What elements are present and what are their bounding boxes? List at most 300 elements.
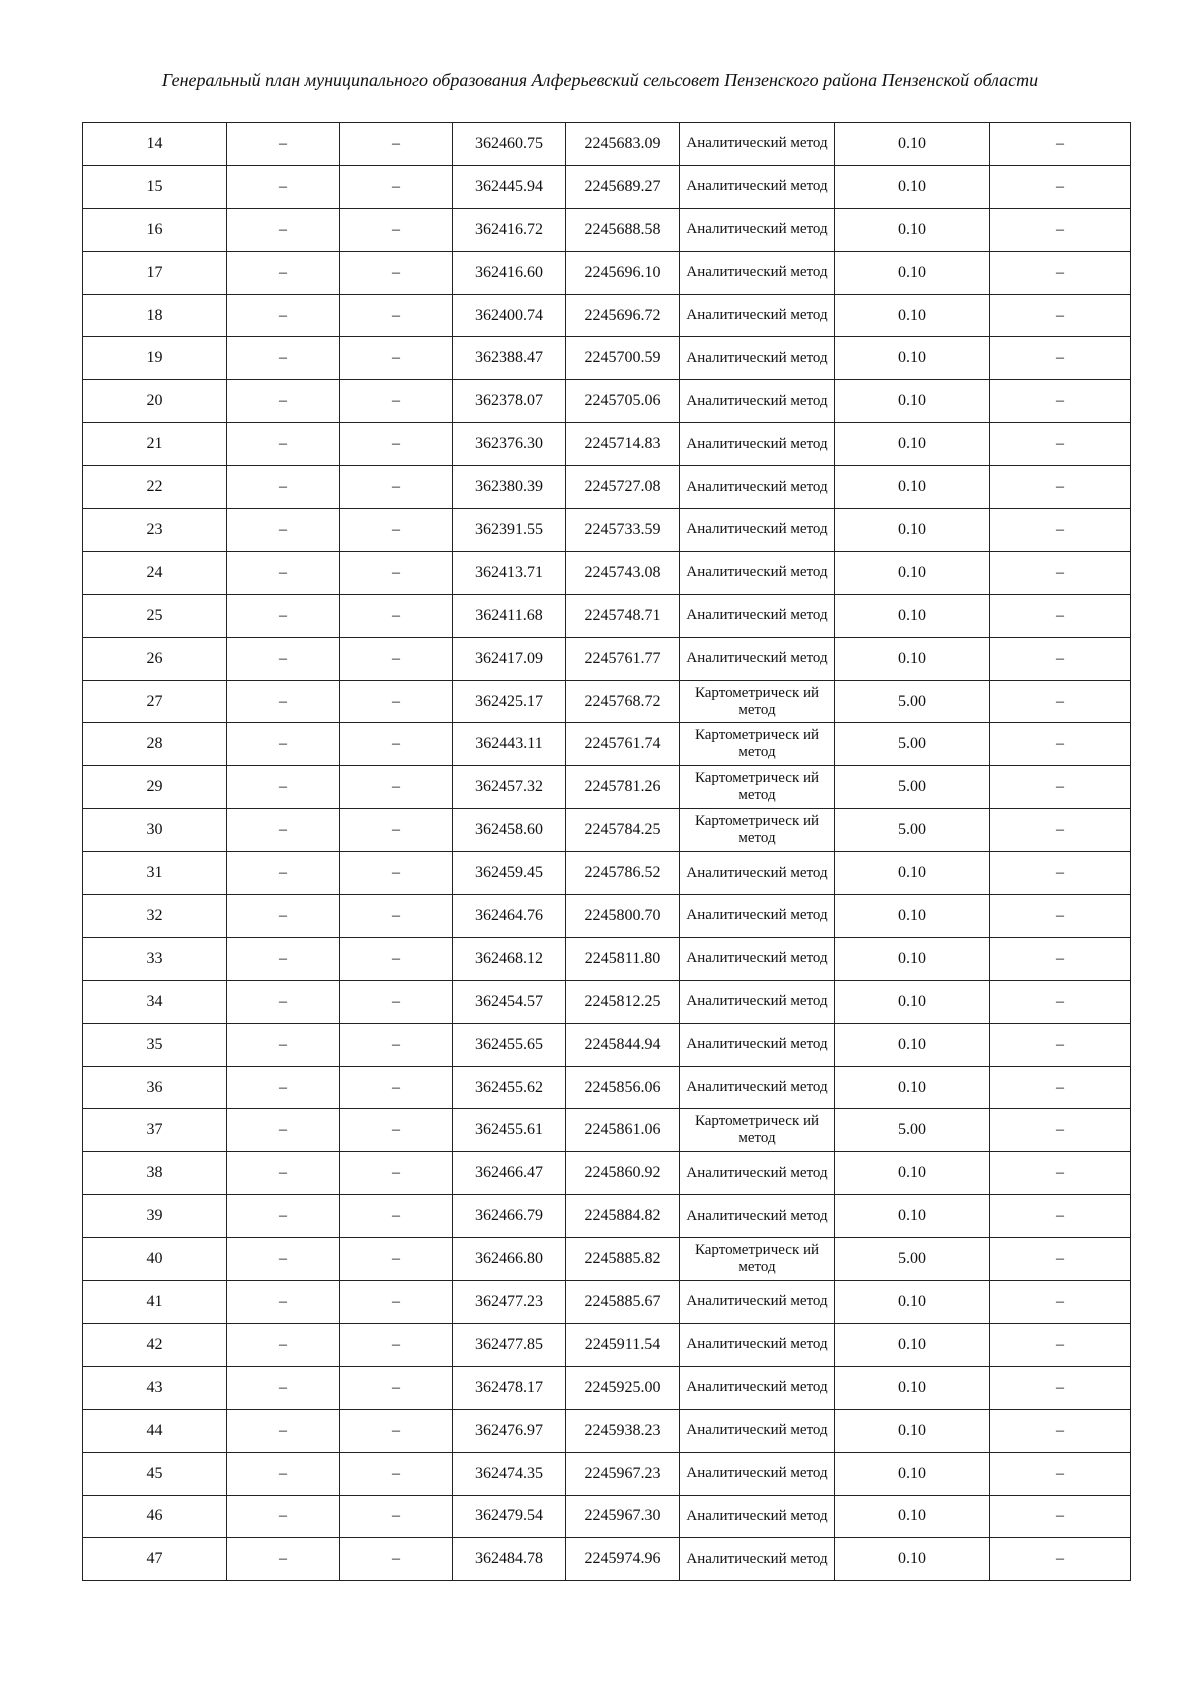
point-number-cell: 47 xyxy=(83,1538,227,1581)
empty-cell: – xyxy=(990,1409,1131,1452)
y-coordinate-cell: 2245800.70 xyxy=(566,895,680,938)
table-row xyxy=(83,1109,1131,1152)
method-cell: Аналитический метод xyxy=(680,1366,835,1409)
method-cell: Аналитический метод xyxy=(680,1023,835,1066)
y-coordinate-cell: 2245860.92 xyxy=(566,1152,680,1195)
method-cell: Картометрическ ий метод xyxy=(680,723,835,766)
accuracy-cell: 0.10 xyxy=(835,380,990,423)
x-coordinate-cell: 362455.65 xyxy=(453,1023,566,1066)
empty-cell: – xyxy=(340,337,453,380)
table-row xyxy=(83,895,1131,938)
x-coordinate-cell: 362477.23 xyxy=(453,1281,566,1324)
table-row xyxy=(83,423,1131,466)
table-row xyxy=(83,1409,1131,1452)
method-cell: Аналитический метод xyxy=(680,895,835,938)
empty-cell: – xyxy=(227,895,340,938)
empty-cell: – xyxy=(227,337,340,380)
empty-cell: – xyxy=(340,1109,453,1152)
method-cell: Картометрическ ий метод xyxy=(680,1109,835,1152)
method-cell: Аналитический метод xyxy=(680,1495,835,1538)
accuracy-cell: 0.10 xyxy=(835,1281,990,1324)
accuracy-cell: 0.10 xyxy=(835,1495,990,1538)
method-cell: Аналитический метод xyxy=(680,1409,835,1452)
accuracy-cell: 0.10 xyxy=(835,551,990,594)
point-number-cell: 36 xyxy=(83,1066,227,1109)
table-row xyxy=(83,1195,1131,1238)
accuracy-cell: 0.10 xyxy=(835,423,990,466)
x-coordinate-cell: 362378.07 xyxy=(453,380,566,423)
empty-cell: – xyxy=(227,1495,340,1538)
y-coordinate-cell: 2245786.52 xyxy=(566,852,680,895)
empty-cell: – xyxy=(990,551,1131,594)
x-coordinate-cell: 362376.30 xyxy=(453,423,566,466)
table-row xyxy=(83,1238,1131,1281)
empty-cell: – xyxy=(227,1195,340,1238)
empty-cell: – xyxy=(340,1538,453,1581)
point-number-cell: 19 xyxy=(83,337,227,380)
empty-cell: – xyxy=(340,294,453,337)
accuracy-cell: 0.10 xyxy=(835,1195,990,1238)
empty-cell: – xyxy=(227,1538,340,1581)
point-number-cell: 45 xyxy=(83,1452,227,1495)
point-number-cell: 16 xyxy=(83,208,227,251)
point-number-cell: 22 xyxy=(83,466,227,509)
method-cell: Аналитический метод xyxy=(680,551,835,594)
table-row xyxy=(83,852,1131,895)
empty-cell: – xyxy=(990,1066,1131,1109)
table-row xyxy=(83,1366,1131,1409)
empty-cell: – xyxy=(340,380,453,423)
empty-cell: – xyxy=(990,509,1131,552)
table-row xyxy=(83,1452,1131,1495)
empty-cell: – xyxy=(227,1366,340,1409)
method-cell: Аналитический метод xyxy=(680,509,835,552)
empty-cell: – xyxy=(990,637,1131,680)
accuracy-cell: 0.10 xyxy=(835,337,990,380)
empty-cell: – xyxy=(990,1195,1131,1238)
empty-cell: – xyxy=(227,1409,340,1452)
empty-cell: – xyxy=(227,1238,340,1281)
empty-cell: – xyxy=(227,123,340,166)
table-row xyxy=(83,809,1131,852)
y-coordinate-cell: 2245885.67 xyxy=(566,1281,680,1324)
table-row xyxy=(83,208,1131,251)
empty-cell: – xyxy=(340,551,453,594)
method-cell: Аналитический метод xyxy=(680,1152,835,1195)
y-coordinate-cell: 2245925.00 xyxy=(566,1366,680,1409)
empty-cell: – xyxy=(990,980,1131,1023)
y-coordinate-cell: 2245911.54 xyxy=(566,1323,680,1366)
table-row xyxy=(83,294,1131,337)
y-coordinate-cell: 2245743.08 xyxy=(566,551,680,594)
y-coordinate-cell: 2245688.58 xyxy=(566,208,680,251)
y-coordinate-cell: 2245761.77 xyxy=(566,637,680,680)
empty-cell: – xyxy=(227,852,340,895)
x-coordinate-cell: 362466.79 xyxy=(453,1195,566,1238)
method-cell: Аналитический метод xyxy=(680,1195,835,1238)
empty-cell: – xyxy=(990,1452,1131,1495)
empty-cell: – xyxy=(227,1109,340,1152)
accuracy-cell: 5.00 xyxy=(835,1109,990,1152)
point-number-cell: 24 xyxy=(83,551,227,594)
empty-cell: – xyxy=(227,1023,340,1066)
empty-cell: – xyxy=(227,423,340,466)
y-coordinate-cell: 2245844.94 xyxy=(566,1023,680,1066)
accuracy-cell: 0.10 xyxy=(835,1066,990,1109)
point-number-cell: 41 xyxy=(83,1281,227,1324)
method-cell: Аналитический метод xyxy=(680,251,835,294)
y-coordinate-cell: 2245811.80 xyxy=(566,937,680,980)
point-number-cell: 46 xyxy=(83,1495,227,1538)
empty-cell: – xyxy=(227,937,340,980)
empty-cell: – xyxy=(340,423,453,466)
empty-cell: – xyxy=(340,1152,453,1195)
method-cell: Аналитический метод xyxy=(680,980,835,1023)
table-row xyxy=(83,680,1131,723)
empty-cell: – xyxy=(990,294,1131,337)
accuracy-cell: 0.10 xyxy=(835,1452,990,1495)
x-coordinate-cell: 362455.61 xyxy=(453,1109,566,1152)
empty-cell: – xyxy=(227,208,340,251)
empty-cell: – xyxy=(340,1066,453,1109)
table-row xyxy=(83,766,1131,809)
point-number-cell: 18 xyxy=(83,294,227,337)
y-coordinate-cell: 2245696.10 xyxy=(566,251,680,294)
point-number-cell: 27 xyxy=(83,680,227,723)
coordinates-table xyxy=(82,122,1131,1581)
empty-cell: – xyxy=(990,594,1131,637)
empty-cell: – xyxy=(227,1281,340,1324)
empty-cell: – xyxy=(990,1281,1131,1324)
table-row xyxy=(83,251,1131,294)
y-coordinate-cell: 2245768.72 xyxy=(566,680,680,723)
accuracy-cell: 5.00 xyxy=(835,1238,990,1281)
x-coordinate-cell: 362400.74 xyxy=(453,294,566,337)
y-coordinate-cell: 2245861.06 xyxy=(566,1109,680,1152)
y-coordinate-cell: 2245748.71 xyxy=(566,594,680,637)
empty-cell: – xyxy=(990,766,1131,809)
y-coordinate-cell: 2245938.23 xyxy=(566,1409,680,1452)
table-row xyxy=(83,165,1131,208)
table-row xyxy=(83,637,1131,680)
method-cell: Картометрическ ий метод xyxy=(680,766,835,809)
table-row xyxy=(83,1023,1131,1066)
empty-cell: – xyxy=(227,1066,340,1109)
method-cell: Аналитический метод xyxy=(680,1323,835,1366)
empty-cell: – xyxy=(340,809,453,852)
y-coordinate-cell: 2245714.83 xyxy=(566,423,680,466)
empty-cell: – xyxy=(227,766,340,809)
accuracy-cell: 0.10 xyxy=(835,594,990,637)
empty-cell: – xyxy=(227,637,340,680)
empty-cell: – xyxy=(340,1195,453,1238)
accuracy-cell: 0.10 xyxy=(835,509,990,552)
x-coordinate-cell: 362476.97 xyxy=(453,1409,566,1452)
table-row xyxy=(83,723,1131,766)
point-number-cell: 20 xyxy=(83,380,227,423)
y-coordinate-cell: 2245733.59 xyxy=(566,509,680,552)
table-row xyxy=(83,980,1131,1023)
method-cell: Аналитический метод xyxy=(680,380,835,423)
empty-cell: – xyxy=(227,980,340,1023)
x-coordinate-cell: 362445.94 xyxy=(453,165,566,208)
x-coordinate-cell: 362443.11 xyxy=(453,723,566,766)
x-coordinate-cell: 362380.39 xyxy=(453,466,566,509)
empty-cell: – xyxy=(990,723,1131,766)
empty-cell: – xyxy=(990,337,1131,380)
table-row xyxy=(83,509,1131,552)
method-cell: Аналитический метод xyxy=(680,423,835,466)
table-row xyxy=(83,937,1131,980)
method-cell: Картометрическ ий метод xyxy=(680,809,835,852)
empty-cell: – xyxy=(990,1238,1131,1281)
accuracy-cell: 0.10 xyxy=(835,1409,990,1452)
x-coordinate-cell: 362466.80 xyxy=(453,1238,566,1281)
empty-cell: – xyxy=(990,466,1131,509)
empty-cell: – xyxy=(227,594,340,637)
point-number-cell: 14 xyxy=(83,123,227,166)
x-coordinate-cell: 362459.45 xyxy=(453,852,566,895)
method-cell: Аналитический метод xyxy=(680,594,835,637)
y-coordinate-cell: 2245696.72 xyxy=(566,294,680,337)
method-cell: Аналитический метод xyxy=(680,466,835,509)
x-coordinate-cell: 362413.71 xyxy=(453,551,566,594)
empty-cell: – xyxy=(227,1452,340,1495)
empty-cell: – xyxy=(990,380,1131,423)
empty-cell: – xyxy=(340,1495,453,1538)
method-cell: Аналитический метод xyxy=(680,1281,835,1324)
x-coordinate-cell: 362474.35 xyxy=(453,1452,566,1495)
y-coordinate-cell: 2245974.96 xyxy=(566,1538,680,1581)
accuracy-cell: 5.00 xyxy=(835,723,990,766)
empty-cell: – xyxy=(990,165,1131,208)
accuracy-cell: 0.10 xyxy=(835,895,990,938)
accuracy-cell: 0.10 xyxy=(835,980,990,1023)
y-coordinate-cell: 2245967.23 xyxy=(566,1452,680,1495)
x-coordinate-cell: 362391.55 xyxy=(453,509,566,552)
empty-cell: – xyxy=(340,123,453,166)
empty-cell: – xyxy=(340,1281,453,1324)
empty-cell: – xyxy=(340,937,453,980)
empty-cell: – xyxy=(990,1366,1131,1409)
y-coordinate-cell: 2245727.08 xyxy=(566,466,680,509)
accuracy-cell: 0.10 xyxy=(835,208,990,251)
y-coordinate-cell: 2245856.06 xyxy=(566,1066,680,1109)
accuracy-cell: 0.10 xyxy=(835,1323,990,1366)
accuracy-cell: 0.10 xyxy=(835,251,990,294)
table-row xyxy=(83,1152,1131,1195)
empty-cell: – xyxy=(990,852,1131,895)
point-number-cell: 39 xyxy=(83,1195,227,1238)
method-cell: Аналитический метод xyxy=(680,208,835,251)
method-cell: Аналитический метод xyxy=(680,165,835,208)
empty-cell: – xyxy=(990,208,1131,251)
empty-cell: – xyxy=(340,466,453,509)
point-number-cell: 43 xyxy=(83,1366,227,1409)
empty-cell: – xyxy=(227,1152,340,1195)
accuracy-cell: 0.10 xyxy=(835,1538,990,1581)
method-cell: Аналитический метод xyxy=(680,937,835,980)
empty-cell: – xyxy=(990,937,1131,980)
x-coordinate-cell: 362416.60 xyxy=(453,251,566,294)
table-row xyxy=(83,337,1131,380)
empty-cell: – xyxy=(227,551,340,594)
method-cell: Аналитический метод xyxy=(680,337,835,380)
accuracy-cell: 0.10 xyxy=(835,123,990,166)
accuracy-cell: 0.10 xyxy=(835,937,990,980)
empty-cell: – xyxy=(340,1452,453,1495)
x-coordinate-cell: 362454.57 xyxy=(453,980,566,1023)
y-coordinate-cell: 2245705.06 xyxy=(566,380,680,423)
empty-cell: – xyxy=(990,1323,1131,1366)
method-cell: Аналитический метод xyxy=(680,852,835,895)
x-coordinate-cell: 362484.78 xyxy=(453,1538,566,1581)
x-coordinate-cell: 362455.62 xyxy=(453,1066,566,1109)
accuracy-cell: 0.10 xyxy=(835,1366,990,1409)
empty-cell: – xyxy=(340,980,453,1023)
table-row xyxy=(83,1323,1131,1366)
point-number-cell: 33 xyxy=(83,937,227,980)
empty-cell: – xyxy=(340,1366,453,1409)
method-cell: Аналитический метод xyxy=(680,1538,835,1581)
empty-cell: – xyxy=(340,1323,453,1366)
empty-cell: – xyxy=(227,251,340,294)
empty-cell: – xyxy=(340,251,453,294)
accuracy-cell: 0.10 xyxy=(835,165,990,208)
empty-cell: – xyxy=(340,509,453,552)
accuracy-cell: 0.10 xyxy=(835,637,990,680)
empty-cell: – xyxy=(990,1538,1131,1581)
x-coordinate-cell: 362468.12 xyxy=(453,937,566,980)
empty-cell: – xyxy=(227,1323,340,1366)
table-row xyxy=(83,594,1131,637)
point-number-cell: 30 xyxy=(83,809,227,852)
x-coordinate-cell: 362478.17 xyxy=(453,1366,566,1409)
empty-cell: – xyxy=(990,1152,1131,1195)
point-number-cell: 31 xyxy=(83,852,227,895)
empty-cell: – xyxy=(227,380,340,423)
point-number-cell: 29 xyxy=(83,766,227,809)
y-coordinate-cell: 2245784.25 xyxy=(566,809,680,852)
x-coordinate-cell: 362460.75 xyxy=(453,123,566,166)
empty-cell: – xyxy=(340,208,453,251)
method-cell: Аналитический метод xyxy=(680,1066,835,1109)
method-cell: Картометрическ ий метод xyxy=(680,1238,835,1281)
method-cell: Аналитический метод xyxy=(680,123,835,166)
point-number-cell: 23 xyxy=(83,509,227,552)
x-coordinate-cell: 362458.60 xyxy=(453,809,566,852)
empty-cell: – xyxy=(340,766,453,809)
empty-cell: – xyxy=(340,594,453,637)
point-number-cell: 35 xyxy=(83,1023,227,1066)
table-body xyxy=(83,123,1131,1581)
empty-cell: – xyxy=(990,251,1131,294)
y-coordinate-cell: 2245781.26 xyxy=(566,766,680,809)
y-coordinate-cell: 2245761.74 xyxy=(566,723,680,766)
empty-cell: – xyxy=(227,680,340,723)
table-row xyxy=(83,1538,1131,1581)
x-coordinate-cell: 362425.17 xyxy=(453,680,566,723)
point-number-cell: 25 xyxy=(83,594,227,637)
point-number-cell: 34 xyxy=(83,980,227,1023)
empty-cell: – xyxy=(340,637,453,680)
empty-cell: – xyxy=(990,1023,1131,1066)
method-cell: Аналитический метод xyxy=(680,294,835,337)
point-number-cell: 32 xyxy=(83,895,227,938)
accuracy-cell: 0.10 xyxy=(835,852,990,895)
table-row xyxy=(83,123,1131,166)
accuracy-cell: 0.10 xyxy=(835,294,990,337)
point-number-cell: 21 xyxy=(83,423,227,466)
x-coordinate-cell: 362417.09 xyxy=(453,637,566,680)
y-coordinate-cell: 2245683.09 xyxy=(566,123,680,166)
empty-cell: – xyxy=(990,123,1131,166)
point-number-cell: 38 xyxy=(83,1152,227,1195)
empty-cell: – xyxy=(227,809,340,852)
accuracy-cell: 5.00 xyxy=(835,809,990,852)
table-row xyxy=(83,1281,1131,1324)
empty-cell: – xyxy=(227,294,340,337)
point-number-cell: 40 xyxy=(83,1238,227,1281)
x-coordinate-cell: 362464.76 xyxy=(453,895,566,938)
empty-cell: – xyxy=(340,1023,453,1066)
point-number-cell: 44 xyxy=(83,1409,227,1452)
x-coordinate-cell: 362457.32 xyxy=(453,766,566,809)
empty-cell: – xyxy=(340,723,453,766)
point-number-cell: 42 xyxy=(83,1323,227,1366)
empty-cell: – xyxy=(227,466,340,509)
point-number-cell: 28 xyxy=(83,723,227,766)
empty-cell: – xyxy=(990,1495,1131,1538)
empty-cell: – xyxy=(990,1109,1131,1152)
x-coordinate-cell: 362411.68 xyxy=(453,594,566,637)
point-number-cell: 15 xyxy=(83,165,227,208)
empty-cell: – xyxy=(227,723,340,766)
table-row xyxy=(83,1495,1131,1538)
accuracy-cell: 5.00 xyxy=(835,680,990,723)
table-row xyxy=(83,380,1131,423)
table-row xyxy=(83,1066,1131,1109)
table-row xyxy=(83,551,1131,594)
page-header: Генеральный план муниципального образования Алферьевский сельсовет Пензенского района Пензенской области xyxy=(161,70,1039,90)
empty-cell: – xyxy=(227,509,340,552)
x-coordinate-cell: 362388.47 xyxy=(453,337,566,380)
y-coordinate-cell: 2245700.59 xyxy=(566,337,680,380)
x-coordinate-cell: 362477.85 xyxy=(453,1323,566,1366)
accuracy-cell: 5.00 xyxy=(835,766,990,809)
method-cell: Аналитический метод xyxy=(680,637,835,680)
x-coordinate-cell: 362466.47 xyxy=(453,1152,566,1195)
empty-cell: – xyxy=(340,895,453,938)
accuracy-cell: 0.10 xyxy=(835,1023,990,1066)
method-cell: Картометрическ ий метод xyxy=(680,680,835,723)
empty-cell: – xyxy=(340,852,453,895)
empty-cell: – xyxy=(340,680,453,723)
x-coordinate-cell: 362416.72 xyxy=(453,208,566,251)
point-number-cell: 37 xyxy=(83,1109,227,1152)
y-coordinate-cell: 2245689.27 xyxy=(566,165,680,208)
accuracy-cell: 0.10 xyxy=(835,1152,990,1195)
empty-cell: – xyxy=(990,809,1131,852)
x-coordinate-cell: 362479.54 xyxy=(453,1495,566,1538)
empty-cell: – xyxy=(990,895,1131,938)
y-coordinate-cell: 2245884.82 xyxy=(566,1195,680,1238)
empty-cell: – xyxy=(990,423,1131,466)
y-coordinate-cell: 2245885.82 xyxy=(566,1238,680,1281)
y-coordinate-cell: 2245967.30 xyxy=(566,1495,680,1538)
empty-cell: – xyxy=(340,165,453,208)
point-number-cell: 26 xyxy=(83,637,227,680)
